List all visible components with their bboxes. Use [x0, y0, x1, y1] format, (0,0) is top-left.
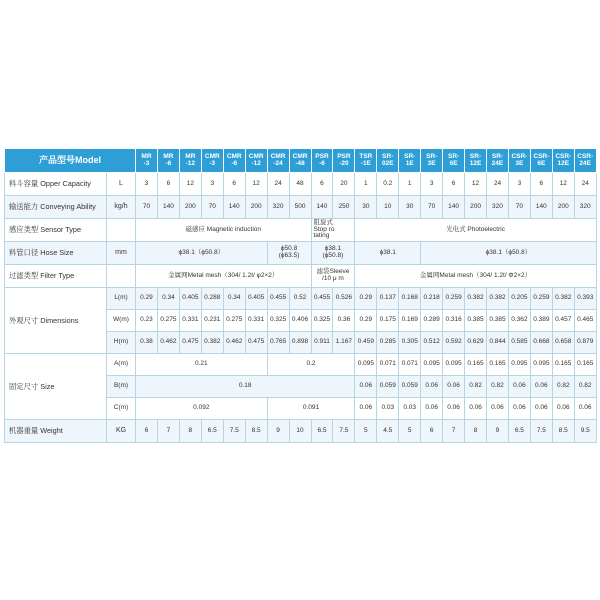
hose-label: 料管口径 Hose Size	[5, 242, 107, 265]
model-header-cell: SR- 24E	[487, 149, 509, 173]
model-header-cell: MR -3	[136, 149, 158, 173]
fixed-c-value: 0.06	[465, 398, 487, 420]
dimension-l-value: 0.34	[157, 288, 179, 310]
filter-row	[5, 265, 597, 288]
conveying-value: 320	[487, 196, 509, 219]
weight-value: 9	[487, 420, 509, 443]
weight-value: 6	[421, 420, 443, 443]
dimension-l-value: 0.52	[289, 288, 311, 310]
capacity-value: 12	[552, 173, 574, 196]
capacity-value: 12	[179, 173, 201, 196]
fixed-b-unit: B(m)	[107, 376, 136, 398]
hose-size-value: ϕ38.1（ϕ50.8）	[136, 242, 268, 265]
dimension-w-value: 0.275	[223, 310, 245, 332]
conveying-unit: kg/h	[107, 196, 136, 219]
fixed-b-value: 0.82	[487, 376, 509, 398]
fixed-a-value: 0.165	[552, 354, 574, 376]
model-header-cell: CMR -12	[245, 149, 267, 173]
capacity-value: 3	[508, 173, 530, 196]
dimension-h-value: 0.475	[179, 332, 201, 354]
weight-value: 6.5	[508, 420, 530, 443]
weight-value: 9.5	[574, 420, 596, 443]
weight-value: 5	[355, 420, 377, 443]
weight-value: 6	[136, 420, 158, 443]
dimension-l-value: 0.455	[267, 288, 289, 310]
fixed-c-value: 0.06	[574, 398, 596, 420]
fixed-b-value: 0.06	[530, 376, 552, 398]
fixed-c-value: 0.06	[443, 398, 465, 420]
sensor-label: 感应类型 Sensor Type	[5, 219, 107, 242]
fixed-a-value: 0.095	[508, 354, 530, 376]
capacity-row	[5, 173, 597, 196]
dimension-h-value: 0.592	[443, 332, 465, 354]
filter-unit	[107, 265, 136, 288]
dimension-l-value: 0.34	[223, 288, 245, 310]
conveying-value: 500	[289, 196, 311, 219]
weight-value: 7.5	[333, 420, 355, 443]
capacity-value: 6	[157, 173, 179, 196]
conveying-value: 200	[245, 196, 267, 219]
capacity-value: 3	[201, 173, 223, 196]
capacity-value: 12	[245, 173, 267, 196]
dimension-l-value: 0.168	[399, 288, 421, 310]
capacity-value: 48	[289, 173, 311, 196]
conveying-value: 140	[530, 196, 552, 219]
fixed-b-value: 0.059	[377, 376, 399, 398]
model-header-cell: MR -12	[179, 149, 201, 173]
capacity-value: 24	[487, 173, 509, 196]
model-header-cell: TSR -1E	[355, 149, 377, 173]
dimension-w-value: 0.169	[399, 310, 421, 332]
fixed-a-value: 0.165	[487, 354, 509, 376]
conveying-value: 70	[136, 196, 158, 219]
dimension-h-value: 0.765	[267, 332, 289, 354]
fixed-c-merged: 0.092	[136, 398, 268, 420]
dimension-l-value: 0.382	[487, 288, 509, 310]
fixed-c-value: 0.06	[421, 398, 443, 420]
sensor-row	[5, 219, 597, 242]
dimension-l-value: 0.288	[201, 288, 223, 310]
fixed-b-merged: 0.18	[136, 376, 355, 398]
model-header-cell: CSR- 24E	[574, 149, 596, 173]
dimension-l-value: 0.29	[136, 288, 158, 310]
fixed-b-value: 0.06	[508, 376, 530, 398]
dimension-w-value: 0.331	[179, 310, 201, 332]
dimension-w-value: 0.23	[136, 310, 158, 332]
fixed-size-label: 固定尺寸 Size	[5, 354, 107, 420]
conveying-value: 140	[311, 196, 333, 219]
dimension-h-value: 0.305	[399, 332, 421, 354]
weight-value: 10	[289, 420, 311, 443]
model-header-cell: PSR -6	[311, 149, 333, 173]
hose-size-value: ϕ38.1 (ϕ50.8)	[311, 242, 355, 265]
weight-value: 5	[399, 420, 421, 443]
model-header: 产品型号Model	[5, 149, 136, 173]
dimension-h-value: 0.285	[377, 332, 399, 354]
dimension-l-value: 0.405	[179, 288, 201, 310]
capacity-label: 料斗容量 Opper Capacity	[5, 173, 107, 196]
dimension-h-value: 0.629	[465, 332, 487, 354]
weight-value: 7.5	[223, 420, 245, 443]
dimension-w-value: 0.325	[311, 310, 333, 332]
model-header-cell: SR- 3E	[421, 149, 443, 173]
dimension-w-value: 0.385	[465, 310, 487, 332]
weight-value: 7.5	[530, 420, 552, 443]
fixed-c-merged: 0.091	[267, 398, 355, 420]
dimension-l-value: 0.218	[421, 288, 443, 310]
filter-label: 过滤类型 Filter Type	[5, 265, 107, 288]
hose-size-value: ϕ38.1	[355, 242, 421, 265]
model-header-cell: SR- 1E	[399, 149, 421, 173]
weight-value: 8	[179, 420, 201, 443]
fixed-a-value: 0.095	[355, 354, 377, 376]
filter-metal-mesh: 金属网Metal mesh（304/ 1.2t/ Φ2×2）	[355, 265, 596, 288]
hose-row	[5, 242, 597, 265]
fixed-a-unit: A(m)	[107, 354, 136, 376]
dimension-h-unit: H(m)	[107, 332, 136, 354]
sensor-magnetic: 磁感应 Magnetic induction	[136, 219, 312, 242]
dimension-h-value: 0.658	[552, 332, 574, 354]
fixed-a-value: 0.095	[443, 354, 465, 376]
dimension-l-value: 0.455	[311, 288, 333, 310]
conveying-value: 140	[223, 196, 245, 219]
dimension-h-value: 0.462	[223, 332, 245, 354]
weight-value: 6.5	[201, 420, 223, 443]
fixed-a-value: 0.071	[377, 354, 399, 376]
dimension-w-value: 0.389	[530, 310, 552, 332]
hose-size-value: ϕ38.1（ϕ50.8）	[421, 242, 597, 265]
dimensions-label: 外观尺寸 Dimensions	[5, 288, 107, 354]
header-row	[5, 149, 597, 173]
fixed-c-unit: C(m)	[107, 398, 136, 420]
dimension-h-value: 0.475	[245, 332, 267, 354]
dimension-l-value: 0.382	[552, 288, 574, 310]
fixed-c-value: 0.06	[487, 398, 509, 420]
dimension-l-value: 0.405	[245, 288, 267, 310]
model-header-cell: CSR- 6E	[530, 149, 552, 173]
fixed-c-value: 0.03	[399, 398, 421, 420]
dimension-w-unit: W(m)	[107, 310, 136, 332]
fixed-b-value: 0.82	[552, 376, 574, 398]
fixed-a-value: 0.095	[530, 354, 552, 376]
fixed-c-value: 0.03	[377, 398, 399, 420]
model-header-cell: SR- 02E	[377, 149, 399, 173]
capacity-value: 1	[355, 173, 377, 196]
capacity-value: 24	[574, 173, 596, 196]
filter-sleeve: 滤袋Sleeve /10 μ m	[311, 265, 355, 288]
hose-size-value: ϕ50.8 (ϕ63.5)	[267, 242, 311, 265]
fixed-c-value: 0.06	[530, 398, 552, 420]
capacity-value: 3	[421, 173, 443, 196]
dimension-l-value: 0.205	[508, 288, 530, 310]
conveying-value: 200	[179, 196, 201, 219]
conveying-value: 30	[399, 196, 421, 219]
conveying-value: 200	[465, 196, 487, 219]
fixed-b-value: 0.82	[574, 376, 596, 398]
dimension-l-value: 0.259	[443, 288, 465, 310]
fixed-a-row	[5, 354, 597, 376]
model-header-cell: CMR -6	[223, 149, 245, 173]
dimension-w-value: 0.406	[289, 310, 311, 332]
dimension-h-value: 0.844	[487, 332, 509, 354]
dimension-h-value: 0.911	[311, 332, 333, 354]
dimension-w-value: 0.316	[443, 310, 465, 332]
weight-value: 8	[465, 420, 487, 443]
fixed-a-merged: 0.21	[136, 354, 268, 376]
capacity-value: 6	[223, 173, 245, 196]
dimension-h-value: 0.879	[574, 332, 596, 354]
capacity-value: 6	[530, 173, 552, 196]
dimension-w-value: 0.275	[157, 310, 179, 332]
model-header-cell: PSR -20	[333, 149, 355, 173]
dimension-h-value: 0.382	[201, 332, 223, 354]
dimension-w-value: 0.331	[245, 310, 267, 332]
model-header-cell: CMR -48	[289, 149, 311, 173]
conveying-label: 输送能力 Conveying Ability	[5, 196, 107, 219]
fixed-c-value: 0.06	[355, 398, 377, 420]
capacity-value: 24	[267, 173, 289, 196]
fixed-a-value: 0.165	[465, 354, 487, 376]
fixed-a-value: 0.095	[421, 354, 443, 376]
dimension-w-value: 0.457	[552, 310, 574, 332]
hose-unit: mm	[107, 242, 136, 265]
sensor-unit	[107, 219, 136, 242]
weight-value: 8.5	[552, 420, 574, 443]
weight-value: 7	[443, 420, 465, 443]
dimension-w-value: 0.385	[487, 310, 509, 332]
fixed-a-merged: 0.2	[267, 354, 355, 376]
model-header-cell: CSR- 3E	[508, 149, 530, 173]
fixed-c-value: 0.06	[508, 398, 530, 420]
weight-value: 9	[267, 420, 289, 443]
dimension-h-value: 0.462	[157, 332, 179, 354]
weight-value: 7	[157, 420, 179, 443]
sensor-stop-rotating: 阻旋式 Stop ro tating	[311, 219, 355, 242]
conveying-value: 140	[157, 196, 179, 219]
model-header-cell: MR -6	[157, 149, 179, 173]
weight-value: 8.5	[245, 420, 267, 443]
weight-value: 6.5	[311, 420, 333, 443]
conveying-value: 70	[421, 196, 443, 219]
filter-metal-mesh: 金属网Metal mesh（304/ 1.2t/ φ2×2）	[136, 265, 312, 288]
dimension-h-value: 0.38	[136, 332, 158, 354]
dimension-w-value: 0.29	[355, 310, 377, 332]
dimension-l-row	[5, 288, 597, 310]
model-header-cell: SR- 12E	[465, 149, 487, 173]
dimension-l-unit: L(m)	[107, 288, 136, 310]
capacity-value: 6	[443, 173, 465, 196]
sensor-photoelectric: 光电式 Photoelectric	[355, 219, 596, 242]
fixed-a-value: 0.165	[574, 354, 596, 376]
dimension-l-value: 0.259	[530, 288, 552, 310]
conveying-value: 30	[355, 196, 377, 219]
dimension-h-value: 0.898	[289, 332, 311, 354]
dimension-h-value: 0.459	[355, 332, 377, 354]
dimension-w-value: 0.175	[377, 310, 399, 332]
conveying-value: 70	[201, 196, 223, 219]
conveying-value: 10	[377, 196, 399, 219]
capacity-value: 6	[311, 173, 333, 196]
fixed-b-value: 0.06	[421, 376, 443, 398]
dimension-l-value: 0.29	[355, 288, 377, 310]
weight-unit: KG	[107, 420, 136, 443]
dimension-w-value: 0.465	[574, 310, 596, 332]
dimension-w-value: 0.231	[201, 310, 223, 332]
spec-table	[4, 148, 597, 443]
model-header-cell: SR- 6E	[443, 149, 465, 173]
capacity-value: 12	[465, 173, 487, 196]
dimension-l-value: 0.393	[574, 288, 596, 310]
dimension-l-value: 0.137	[377, 288, 399, 310]
model-header-cell: CMR -3	[201, 149, 223, 173]
weight-label: 机器重量 Weight	[5, 420, 107, 443]
conveying-value: 70	[508, 196, 530, 219]
fixed-b-value: 0.06	[355, 376, 377, 398]
dimension-w-value: 0.36	[333, 310, 355, 332]
dimension-l-value: 0.382	[465, 288, 487, 310]
conveying-value: 250	[333, 196, 355, 219]
conveying-value: 200	[552, 196, 574, 219]
dimension-h-value: 0.585	[508, 332, 530, 354]
capacity-value: 3	[136, 173, 158, 196]
fixed-a-value: 0.071	[399, 354, 421, 376]
model-header-cell: CMR -24	[267, 149, 289, 173]
dimension-w-value: 0.362	[508, 310, 530, 332]
fixed-b-value: 0.06	[443, 376, 465, 398]
capacity-value: 0.2	[377, 173, 399, 196]
conveying-value: 320	[267, 196, 289, 219]
weight-value: 4.5	[377, 420, 399, 443]
dimension-w-value: 0.325	[267, 310, 289, 332]
dimension-l-value: 0.526	[333, 288, 355, 310]
dimension-h-value: 1.167	[333, 332, 355, 354]
weight-row	[5, 420, 597, 443]
conveying-value: 140	[443, 196, 465, 219]
conveying-value: 320	[574, 196, 596, 219]
dimension-h-value: 0.668	[530, 332, 552, 354]
model-header-cell: CSR- 12E	[552, 149, 574, 173]
fixed-c-value: 0.06	[552, 398, 574, 420]
capacity-value: 20	[333, 173, 355, 196]
fixed-b-value: 0.82	[465, 376, 487, 398]
capacity-unit: L	[107, 173, 136, 196]
capacity-value: 1	[399, 173, 421, 196]
dimension-w-value: 0.289	[421, 310, 443, 332]
conveying-row	[5, 196, 597, 219]
dimension-h-value: 0.512	[421, 332, 443, 354]
fixed-b-value: 0.059	[399, 376, 421, 398]
